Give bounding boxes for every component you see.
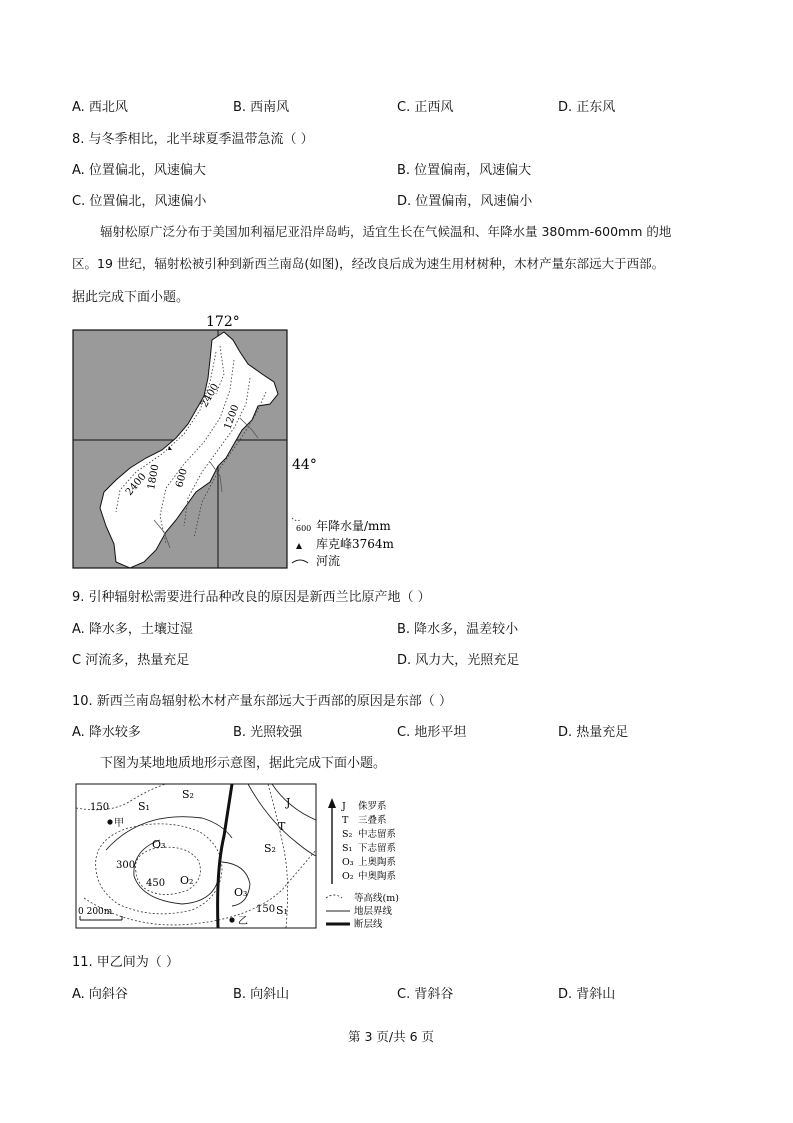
q11-option-c: C. 背斜谷 — [397, 987, 454, 1002]
q10-option-c: C. 地形平坦 — [397, 725, 467, 740]
stratum-label-t: T — [278, 820, 286, 833]
latitude-label: 44° — [292, 457, 317, 473]
contour-label-1200: 1200 — [222, 403, 242, 432]
q9-option-a: A. 降水多，土壤过湿 — [72, 622, 193, 637]
legend-name-t: 三叠系 — [358, 815, 387, 826]
legend-name-j: 侏罗系 — [358, 801, 387, 812]
q11-option-d: D. 背斜山 — [558, 987, 616, 1002]
legend-contour-symbol — [326, 895, 342, 898]
q11-option-a: A. 向斜谷 — [72, 987, 128, 1002]
q7-option-c: C. 正西风 — [397, 100, 454, 115]
stratum-label-s2-east: S₂ — [264, 842, 276, 855]
q9-option-b: B. 降水多，温差较小 — [397, 622, 519, 637]
legend-isohyet-symbol — [292, 518, 300, 521]
legend-code-s1: S₁ — [342, 843, 353, 854]
stratum-label-o3-east: O₃ — [234, 886, 248, 899]
q8-option-c: C. 位置偏北，风速偏小 — [72, 194, 207, 209]
q9-option-d: D. 风力大，光照充足 — [397, 653, 520, 668]
legend-boundary-label: 地层界线 — [354, 906, 393, 917]
passage1-line3: 据此完成下面小题。 — [72, 290, 190, 305]
legend-name-o3: 上奥陶系 — [358, 857, 397, 868]
legend-contour-label: 等高线(m) — [354, 893, 399, 904]
legend-code-o3: O₃ — [342, 857, 354, 868]
passage1-line2: 区。19 世纪，辐射松被引种到新西兰南岛(如图)，经改良后成为速生用材树种，木材产量东部远大于西部。 — [72, 256, 665, 271]
q9-option-c: C 河流多，热量充足 — [72, 653, 190, 668]
page-number: 第 3 页/共 6 页 — [348, 1029, 435, 1044]
contour-label-1800: 1800 — [146, 463, 162, 491]
legend-peak-label: 库克峰3764m — [316, 537, 394, 551]
legend-river-label: 河流 — [316, 554, 341, 568]
legend-name-s1: 下志留系 — [358, 843, 397, 854]
q8-option-b: B. 位置偏南，风速偏大 — [397, 163, 532, 178]
q9-stem: 9. 引种辐射松需要进行品种改良的原因是新西兰比原产地（ ） — [72, 590, 431, 605]
legend-name-o2: 中奥陶系 — [358, 871, 397, 882]
q10-option-a: A. 降水较多 — [72, 725, 141, 740]
q7-option-a: A. 西北风 — [72, 100, 128, 115]
point-jia — [107, 819, 112, 824]
q8-stem: 8. 与冬季相比，北半球夏季温带急流（ ） — [72, 132, 314, 147]
nz-south-island-map — [70, 312, 410, 574]
legend-river-symbol — [292, 560, 308, 563]
contour-label-300: 300 — [116, 860, 136, 871]
q7-option-d: D. 正东风 — [558, 100, 616, 115]
stratum-label-s1-north: S₁ — [138, 800, 150, 813]
q8-option-a: A. 位置偏北，风速偏大 — [72, 163, 206, 178]
contour-label-150-south: 150 — [256, 904, 276, 915]
q11-option-b: B. 向斜山 — [233, 987, 290, 1002]
contour-label-600: 600 — [174, 467, 190, 489]
stratum-label-o2: O₂ — [180, 874, 194, 887]
q8-option-d: D. 位置偏南，风速偏小 — [397, 194, 533, 209]
longitude-label: 172° — [206, 314, 240, 330]
passage1-line1: 辐射松原广泛分布于美国加利福尼亚沿岸岛屿，适宜生长在气候温和、年降水量 380mm-600mm 的地 — [100, 224, 672, 239]
point-label-jia: 甲 — [114, 818, 124, 829]
point-label-yi: 乙 — [238, 916, 248, 927]
contour-label-150-north: 150 — [90, 802, 110, 813]
contour-label-450: 450 — [146, 878, 166, 889]
legend-code-o2: O₂ — [342, 871, 354, 882]
legend-fault-label: 断层线 — [354, 919, 383, 930]
stratum-label-s2-north: S₂ — [182, 788, 194, 801]
legend-isohyet-value: 600 — [296, 524, 312, 533]
stratum-label-s1-south: S₁ — [276, 904, 288, 917]
legend-peak-symbol — [296, 543, 302, 549]
stratum-label-j: J — [286, 796, 291, 809]
legend-code-s2: S₂ — [342, 829, 353, 840]
q10-option-d: D. 热量充足 — [558, 725, 629, 740]
legend-code-j: J — [342, 801, 346, 812]
geology-map — [72, 780, 422, 936]
legend-age-arrowhead — [328, 798, 336, 808]
q10-option-b: B. 光照较强 — [233, 725, 303, 740]
legend-isohyet-label: 年降水量/mm — [316, 519, 391, 533]
legend-code-t: T — [342, 815, 349, 826]
contour-label-2400-north: 2400 — [199, 381, 222, 410]
stratum-label-o3-west: O₃ — [152, 838, 166, 851]
point-yi — [229, 917, 234, 922]
legend-name-s2: 中志留系 — [358, 829, 397, 840]
q10-stem: 10. 新西兰南岛辐射松木材产量东部远大于西部的原因是东部（ ） — [72, 694, 452, 709]
passage2: 下图为某地地质地形示意图，据此完成下面小题。 — [100, 756, 387, 771]
scale-bar-label: 0 200m — [78, 907, 113, 917]
q7-option-b: B. 西南风 — [233, 100, 290, 115]
q11-stem: 11. 甲乙间为（ ） — [72, 955, 179, 970]
contour-label-2400-south: 2400 — [123, 471, 149, 498]
